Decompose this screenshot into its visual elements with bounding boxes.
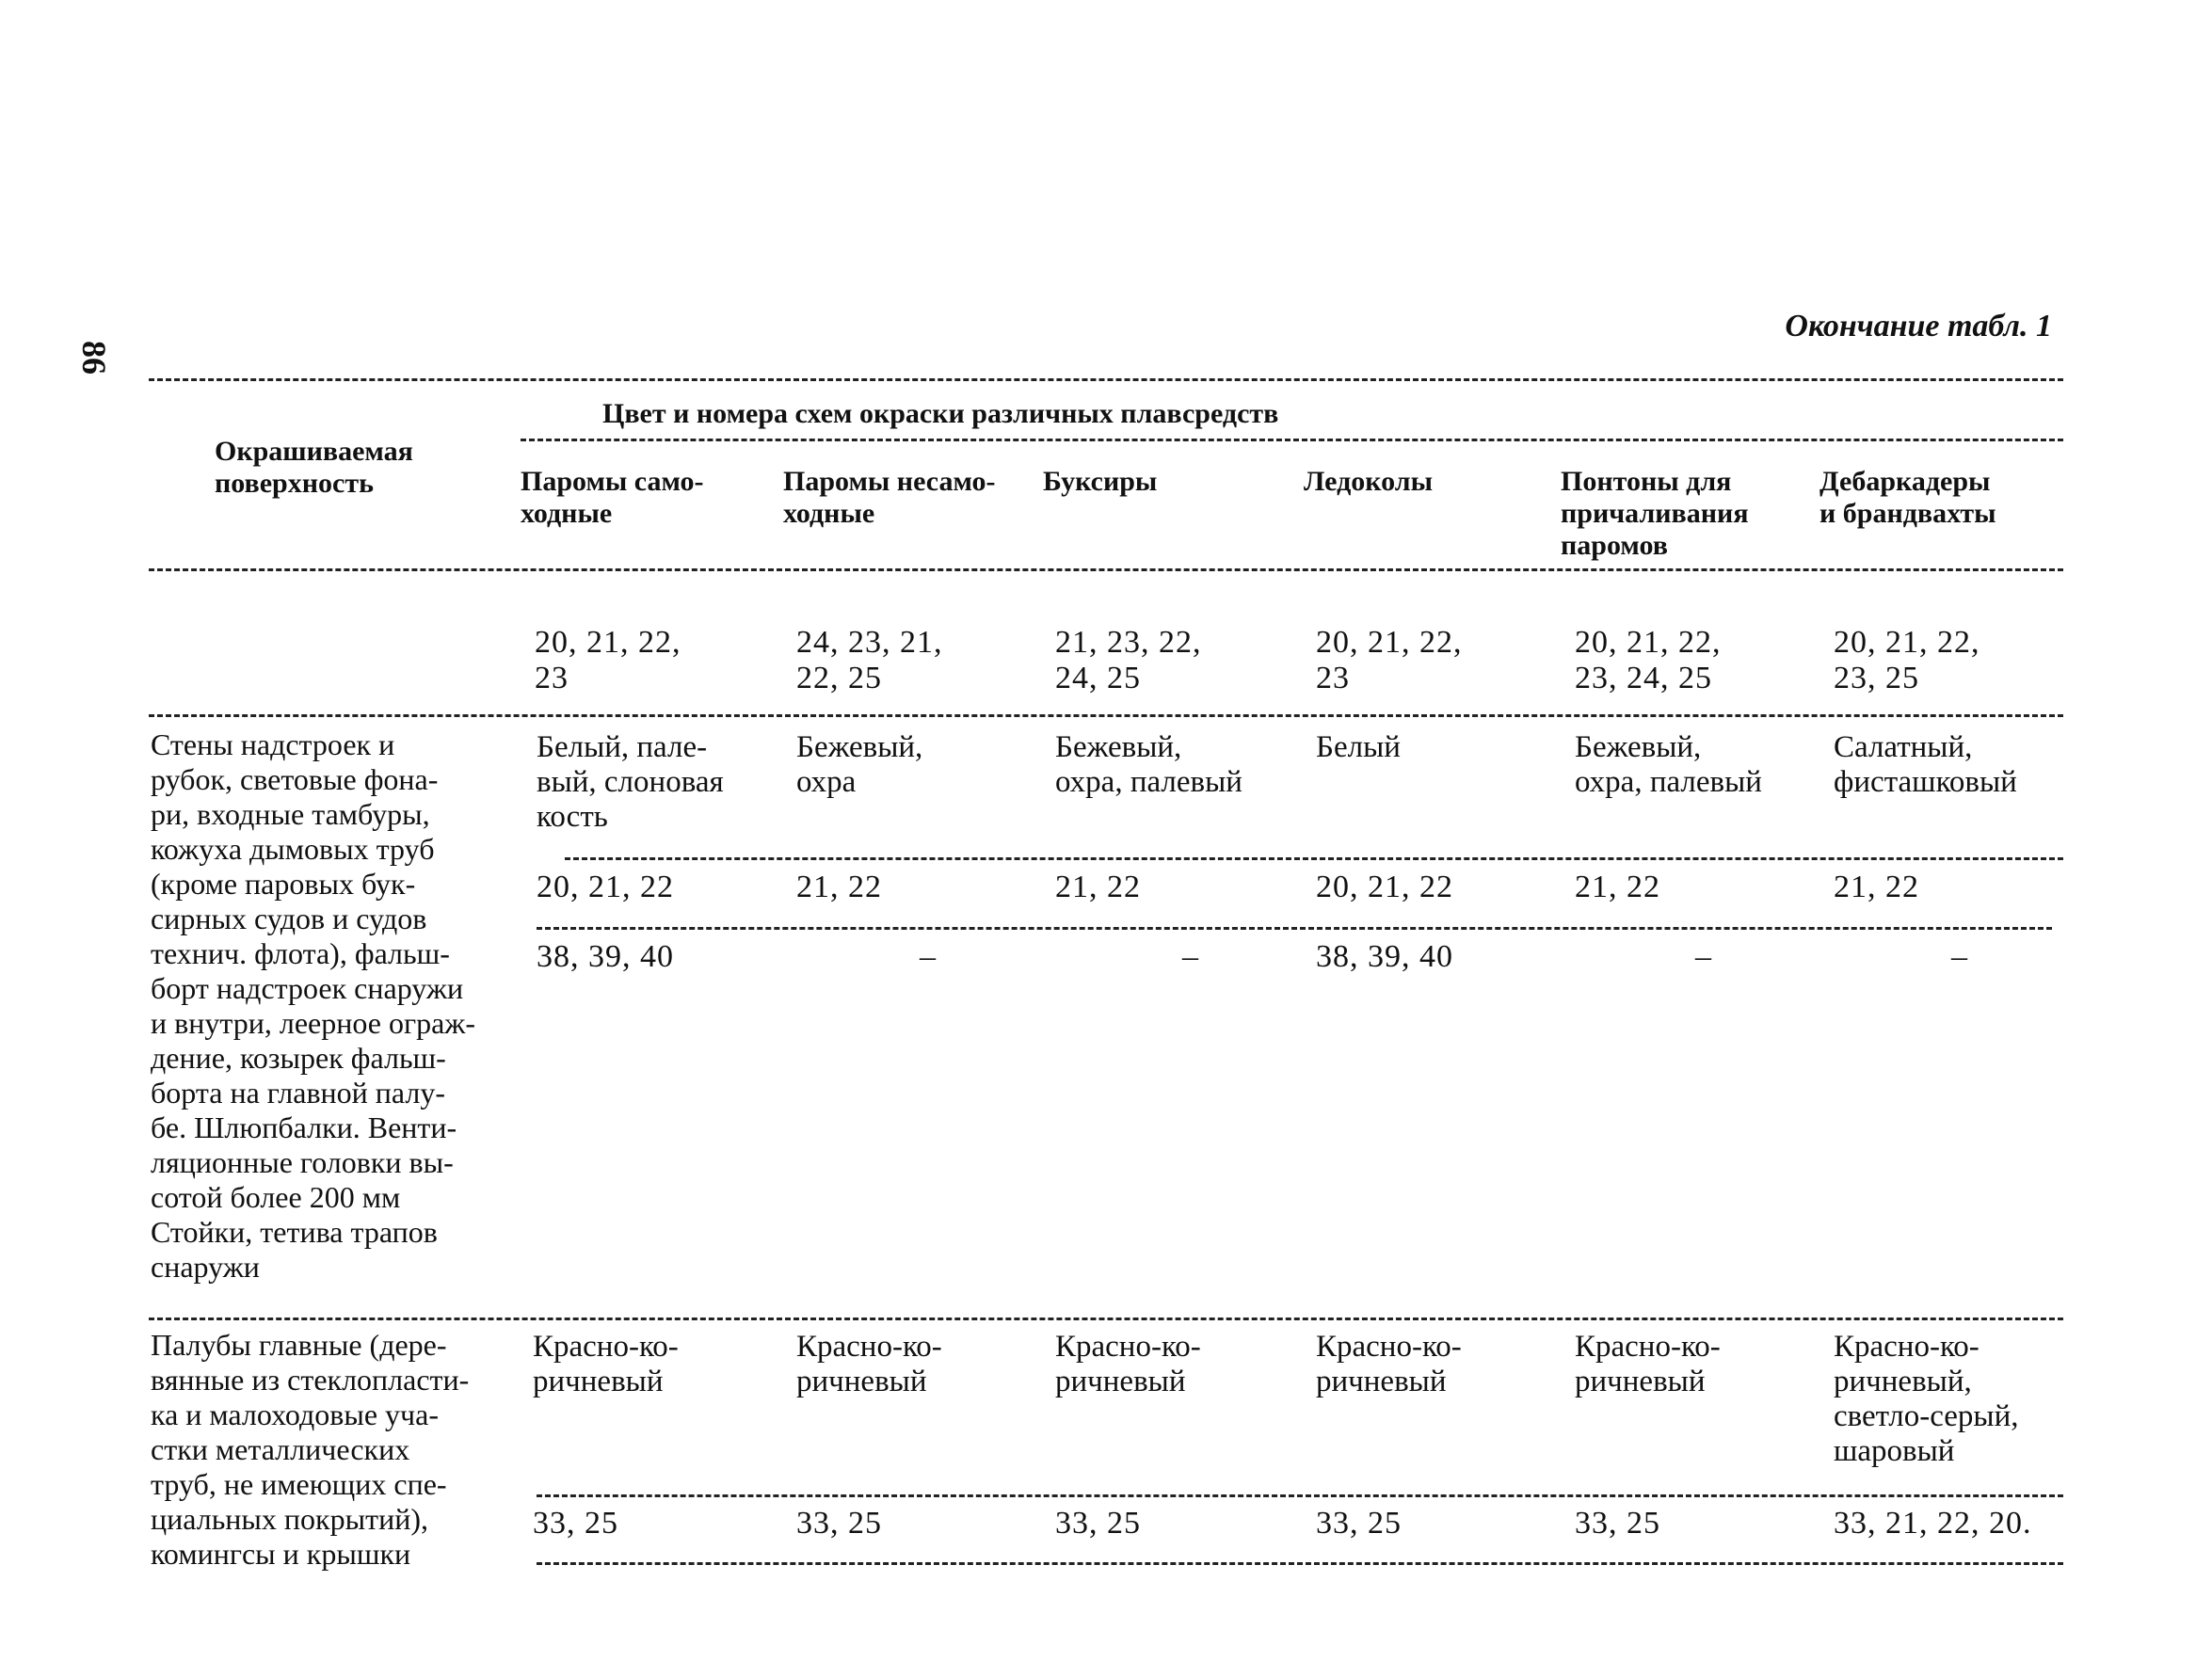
row1-scheme-a-6: 21, 22 bbox=[1834, 870, 1919, 904]
rule-row1-bottom bbox=[149, 1318, 2063, 1320]
row2-scheme-5: 33, 25 bbox=[1575, 1506, 1660, 1541]
row2-color-2: Красно-ко- ричневый bbox=[796, 1330, 942, 1398]
page-number: 86 bbox=[75, 341, 113, 375]
row1-color-2: Бежевый, охра bbox=[796, 730, 923, 799]
row2-color-4: Красно-ко- ричневый bbox=[1316, 1330, 1462, 1398]
scheme-col-2: 24, 23, 21, 22, 25 bbox=[796, 625, 943, 695]
rule-top bbox=[149, 378, 2063, 381]
row1-scheme-b-6: – bbox=[1951, 939, 1968, 974]
header-group: Цвет и номера схем окраски различных плавсредств bbox=[602, 398, 1279, 429]
row1-color-3: Бежевый, охра, палевый bbox=[1055, 730, 1242, 799]
row2-color-6: Красно-ко- ричневый, светло-серый, шаровый bbox=[1834, 1330, 2019, 1468]
rule-group bbox=[521, 439, 2063, 441]
rule-row1-a bbox=[565, 857, 2063, 860]
row1-scheme-b-3: – bbox=[1182, 939, 1199, 974]
header-surface: Окрашиваемая поверхность bbox=[215, 436, 413, 499]
header-col-2: Паромы несамо- ходные bbox=[783, 466, 996, 529]
row2-color-3: Красно-ко- ричневый bbox=[1055, 1330, 1201, 1398]
header-col-5: Понтоны для причаливания паромов bbox=[1561, 466, 1749, 561]
rule-scheme-bottom bbox=[149, 714, 2063, 717]
row1-scheme-a-1: 20, 21, 22 bbox=[537, 870, 674, 904]
row2-scheme-2: 33, 25 bbox=[796, 1506, 882, 1541]
header-col-1: Паромы само- ходные bbox=[521, 466, 704, 529]
row2-surface: Палубы главные (дере- вянные из стеклопласти- ка и малоходовые уча- стки металлических труб, не имеющих спе- циальных покрытий), комингсы и крышки bbox=[151, 1328, 470, 1571]
row1-scheme-a-5: 21, 22 bbox=[1575, 870, 1660, 904]
scheme-col-3: 21, 23, 22, 24, 25 bbox=[1055, 625, 1202, 695]
row1-color-4: Белый bbox=[1316, 730, 1401, 764]
scheme-col-4: 20, 21, 22, 23 bbox=[1316, 625, 1463, 695]
row2-scheme-4: 33, 25 bbox=[1316, 1506, 1402, 1541]
row1-scheme-b-1: 38, 39, 40 bbox=[537, 939, 674, 974]
row1-color-5: Бежевый, охра, палевый bbox=[1575, 730, 1762, 799]
rule-row2-bottom bbox=[537, 1562, 2063, 1565]
table-caption: Окончание табл. 1 bbox=[1785, 309, 2052, 343]
row1-surface: Стены надстроек и рубок, световые фона- ри, входные тамбуры, кожуха дымовых труб (кроме паровых бук- сирных судов и судов технич. флота), фальш- борт надстроек снаружи и внутри, леерное ограж- дение, козырек фальш- борта на главной палу- бе. Шлюпбалки. Венти- ляционные головки вы- сотой более 200 мм Стойки, тетива трапов снаружи bbox=[151, 727, 476, 1284]
row1-scheme-a-4: 20, 21, 22 bbox=[1316, 870, 1453, 904]
row2-scheme-1: 33, 25 bbox=[533, 1506, 618, 1541]
row1-scheme-b-2: – bbox=[920, 939, 937, 974]
row1-color-6: Салатный, фисташковый bbox=[1834, 730, 2017, 799]
row1-scheme-b-5: – bbox=[1695, 939, 1712, 974]
row1-scheme-a-3: 21, 22 bbox=[1055, 870, 1141, 904]
header-col-6: Дебаркадеры и брандвахты bbox=[1819, 466, 1996, 529]
header-col-4: Ледоколы bbox=[1304, 466, 1433, 497]
row2-scheme-6: 33, 21, 22, 20. bbox=[1834, 1506, 2032, 1541]
row1-scheme-b-4: 38, 39, 40 bbox=[1316, 939, 1453, 974]
row1-color-1: Белый, пале- вый, слоновая кость bbox=[537, 730, 724, 834]
row2-color-1: Красно-ко- ричневый bbox=[533, 1330, 679, 1398]
header-col-3: Буксиры bbox=[1043, 466, 1158, 497]
rule-row2-a bbox=[537, 1494, 2063, 1497]
rule-header-bottom bbox=[149, 568, 2063, 571]
row2-color-5: Красно-ко- ричневый bbox=[1575, 1330, 1721, 1398]
scheme-col-6: 20, 21, 22, 23, 25 bbox=[1834, 625, 1980, 695]
scheme-col-1: 20, 21, 22, 23 bbox=[535, 625, 681, 695]
row2-scheme-3: 33, 25 bbox=[1055, 1506, 1141, 1541]
scheme-col-5: 20, 21, 22, 23, 24, 25 bbox=[1575, 625, 1722, 695]
row1-scheme-a-2: 21, 22 bbox=[796, 870, 882, 904]
rule-row1-b bbox=[537, 927, 2052, 930]
